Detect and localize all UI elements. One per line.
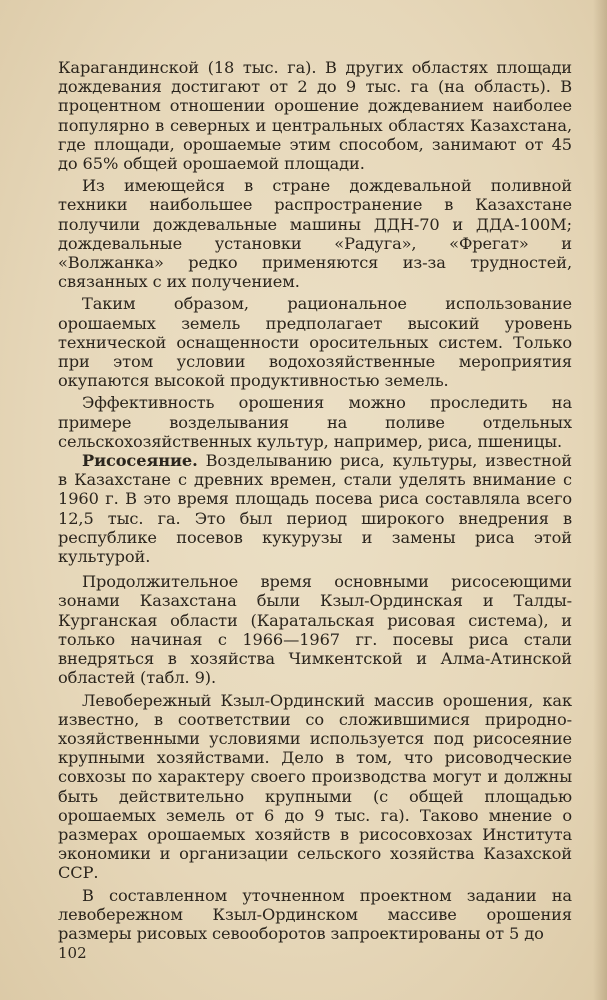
paragraph-1: Карагандинской (18 тыс. га). В других областях площади дождевания достигают от 2 до 9 тыс. га (на область). В процентном отношении орошение дождеванием наиболее популярно в северных и центральных областях Казахстана, где площади, орошаемые этим способом, занимают от 45 до 65% общей орошаемой площади. [58, 58, 572, 174]
page-edge-shadow [593, 0, 607, 1000]
section-heading: Рисосеяние. [82, 451, 198, 471]
paragraph-5 [58, 451, 572, 566]
page-number: 102 [58, 944, 87, 962]
paragraph-5-text: Возделыванию риса, культуры, известной в Казахстане с древних времен, стали уделять внимание с 1960 г. В это время площадь посева риса составляла всего 12,5 тыс. га. Это был период широкого внедрения в республике посевов кукурузы и замены риса этой культурой. [58, 451, 572, 567]
paragraph-3: Таким образом, рациональное использование орошаемых земель предполагает высокий уровень технической оснащенности оросительных систем. Только при этом условии водохозяйственные мероприятия окупаются высокой продуктивностью земель. [58, 294, 572, 391]
paragraph-4: Эффективность орошения можно проследить на примере возделывания на поливе отдельных сельскохозяйственных культур, например, риса, пшеницы. [58, 393, 572, 451]
paragraph-2: Из имеющейся в стране дождевальной поливной техники наибольшее распространение в Казахстане получили дождевальные машины ДДН-70 и ДДА-100М; дождевальные установки «Радуга», «Фрегат» и «Волжанка» редко применяются из-за трудностей, связанных с их получением. [58, 176, 572, 292]
body-text [58, 58, 572, 943]
paragraph-8: В составленном уточненном проектном задании на левобережном Кзыл-Ординском массиве орошения размеры рисовых севооборотов запроектированы от 5 до [58, 885, 572, 943]
paragraph-6: Продолжительное время основными рисосеющими зонами Казахстана были Кзыл-Ординская и Талды-Курганская области (Каратальская рисовая система), и только начиная с 1966—1967 гг. посевы риса стали внедряться в хозяйства Чимкентской и Алма-Атинской областей (табл. 9). [58, 572, 572, 688]
paragraph-7: Левобережный Кзыл-Ординский массив орошения, как известно, в соответствии со сложившимися природно-хозяйственными условиями используется под рисосеяние крупными хозяйствами. Дело в том, что рисоводческие совхозы по характеру своего производства могут и должны быть действительно крупными (с общей площадью орошаемых земель от 6 до 9 тыс. га). Таково мнение о размерах орошаемых хозяйств в рисосовхозах Института экономики и организации сельского хозяйства Казахской ССР. [58, 690, 572, 883]
